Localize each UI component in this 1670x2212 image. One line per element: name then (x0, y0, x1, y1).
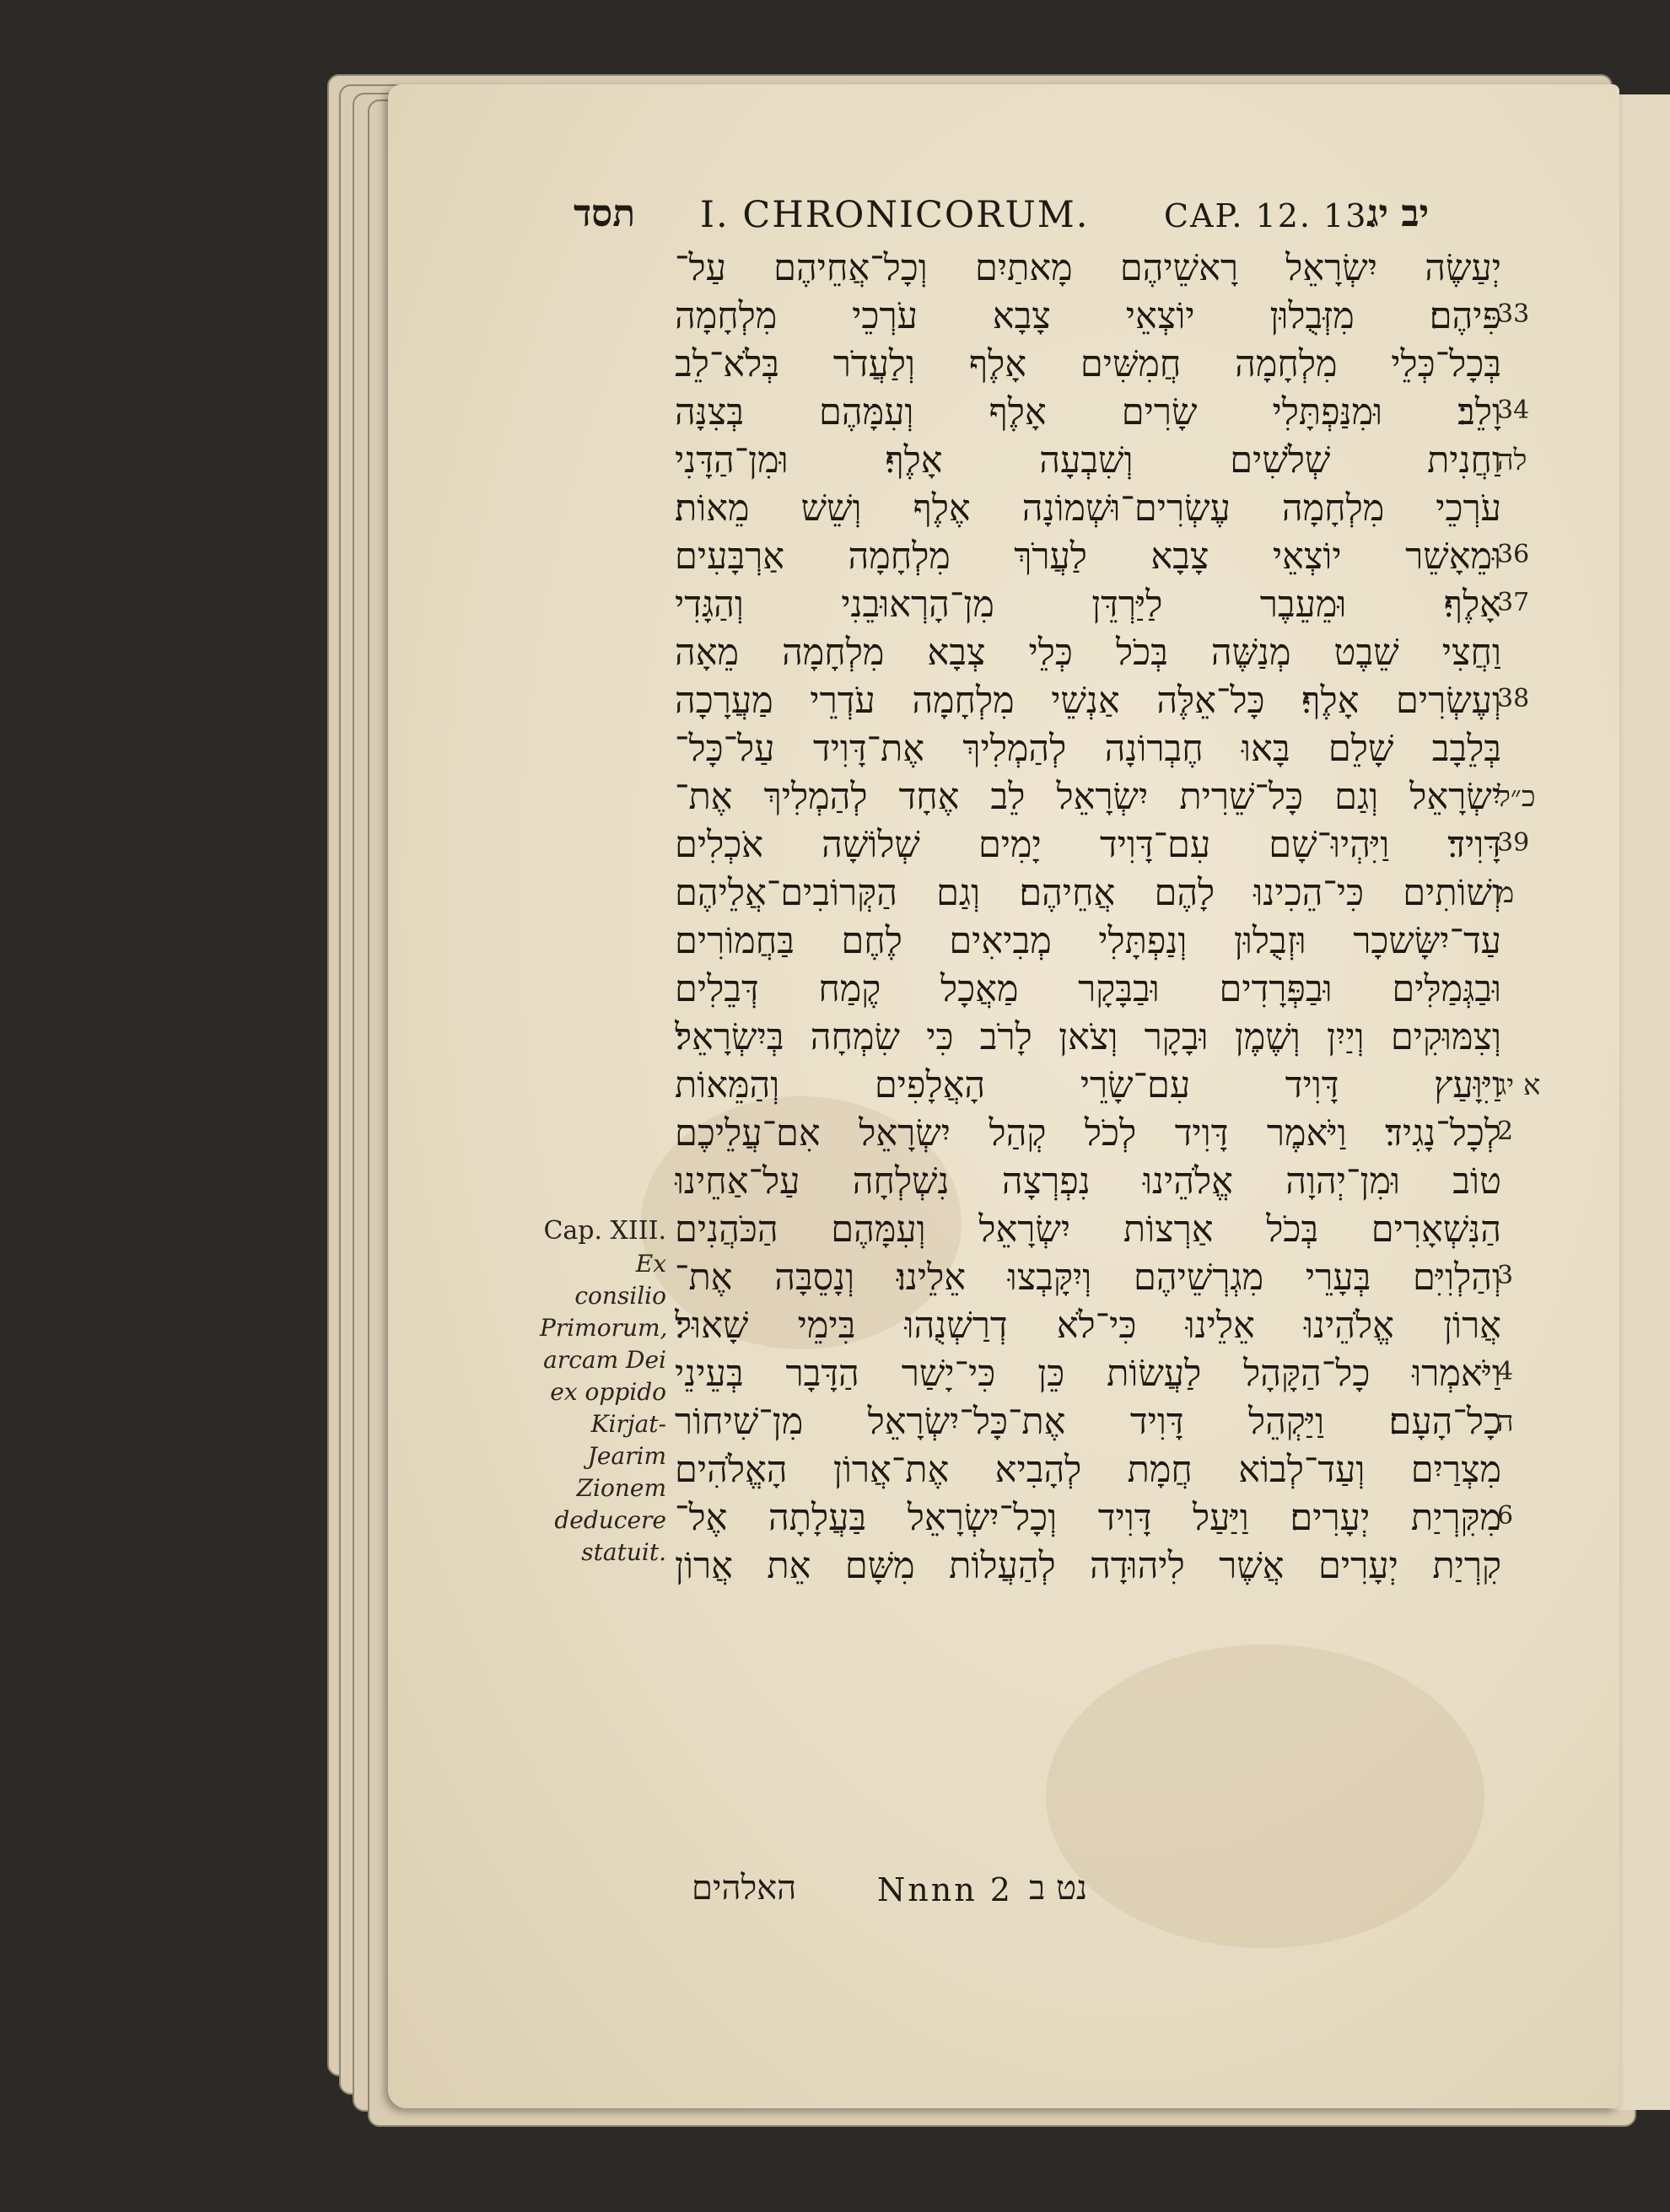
chapter-reference: CAP. 12. 13. (1164, 197, 1380, 234)
text-line: יְעַשֶׂה יִשְׂרָאֵל רָאשֵׁיהֶם מָאתַיִם וְכָל־אֲחֵיהֶם עַל־ (675, 247, 1501, 289)
text-line: וּבַגְּמַלִּים וּבַפְּרָדִים וּבַבָּקָר מַאֲכָל קֶמַח דְּבֵלִים (675, 968, 1501, 1010)
text-line: וַחֲנִית שְׁלֹשִׁים וְשִׁבְעָה אָלֶף׃ וּמִן־הַדָּנִי (675, 439, 1501, 482)
text-line: אֲרוֹן אֱלֹהֵינוּ אֵלֵינוּ כִּי־לֹא דְרַשְׁנֻהוּ בִּימֵי שָׁאוּל׃ (675, 1305, 1501, 1347)
text-line: וְשׁוֹתִים כִּי־הֵכִינוּ לָהֶם אֲחֵיהֶם׃ וְגַם הַקְּרוֹבִים־אֲלֵיהֶם (675, 872, 1501, 914)
verse-number: מ (1497, 876, 1515, 910)
chapter-hebrew: יב יג (1366, 192, 1430, 235)
catchword: האלהים (692, 1869, 797, 1908)
verse-number: כ״ל (1497, 780, 1536, 814)
text-line: לְכָל־נָגִיד׃ וַיֹּאמֶר דָּוִיד לְכֹל קְהַל יִשְׂרָאֵל אִם־עֲלֵיכֶם (675, 1112, 1501, 1154)
text-line: פִּיהֶם׃ מִזְּבֻלוּן יוֹצְאֵי צָבָא עֹרְכֵי מִלְחָמָה (675, 295, 1501, 337)
signature-mark: Nnnn 2 (877, 1871, 1013, 1908)
text-line: דָּוִיד׃ וַיִּהְיוּ־שָׁם עִם־דָּוִיד יָמִים שְׁלוֹשָׁה אֹכְלִים (675, 824, 1501, 866)
text-line: וּמֵאָשֵׁר יוֹצְאֵי צָבָא לַעֲרֹךְ מִלְחָמָה אַרְבָּעִים (675, 536, 1501, 578)
summary-line: arcam Dei (543, 1346, 666, 1374)
text-line: אָלֶף׃ וּמֵעֵבֶר לַיַּרְדֵּן מִן־הָרְאוּבֵנִי וְהַגָּדִי (675, 584, 1501, 626)
text-line: בְּלֵבָב שָׁלֵם בָּאוּ חֶבְרוֹנָה לְהַמְלִיךְ אֶת־דָּוִיד עַל־כָּל־ (675, 728, 1501, 770)
verse-number: 33 (1497, 299, 1530, 329)
text-line: עַד־יִשָּׂשכָר וּזְבֻלוּן וְנַפְתָּלִי מְבִיאִים לֶחֶם בַּחֲמוֹרִים (675, 920, 1501, 962)
summary-line: Jearim (587, 1442, 666, 1470)
summary-line: Primorum, (540, 1314, 668, 1342)
text-line: וְצִמּוּקִים וְיַיִן וְשֶׁמֶן וּבָקָר וְצֹאן לָרֹב כִּי שִׂמְחָה בְּיִשְׂרָאֵל׃ (675, 1016, 1501, 1058)
verse-number: א יג (1497, 1068, 1541, 1102)
running-header (557, 192, 1518, 251)
verse-number: 37 (1497, 588, 1530, 617)
text-line: מִצְרַיִם וְעַד־לְבוֹא חֲמָת לְהָבִיא אֶת־אֲרוֹן הָאֱלֹהִים (675, 1449, 1501, 1491)
text-line: קִרְיַת יְעָרִים אֲשֶׁר לִיהוּדָה לְהַעֲלוֹת מִשָּׁם אֵת אֲרוֹן (675, 1545, 1501, 1587)
chapter-summary-title: Cap. XIII. (543, 1216, 666, 1246)
text-line: וְעֶשְׂרִים אָלֶף׃ כָּל־אֵלֶּה אַנְשֵׁי מִלְחָמָה עֹדְרֵי מַעֲרָכָה (675, 680, 1501, 722)
text-line: וַחֲצִי שֵׁבֶט מְנַשֶּׁה בְּכֹל כְּלֵי צְבָא מִלְחָמָה מֵאָה (675, 632, 1501, 674)
verse-number: ה (1497, 1405, 1514, 1439)
summary-line: Kirjat- (590, 1410, 666, 1438)
text-line: כָל־הָעָם׃ וַיַּקְהֵל דָּוִיד אֶת־כָּל־יִשְׂרָאֵל מִן־שִׁיחוֹר (675, 1401, 1501, 1443)
hebrew-signature: נט ב (1029, 1869, 1088, 1908)
summary-line: Ex consilio (574, 1250, 666, 1310)
folio-hebrew: תסד (574, 192, 636, 235)
verse-number: 2 (1497, 1117, 1514, 1146)
summary-line: statuit. (581, 1538, 666, 1566)
text-line: הַנִּשְׁאָרִים בְּכֹל אַרְצוֹת יִשְׂרָאֵל וְעִמָּהֶם הַכֹּהֲנִים (675, 1208, 1501, 1251)
verse-number: 39 (1497, 828, 1530, 858)
text-line: בְּכָל־כְּלֵי מִלְחָמָה חֲמִשִּׁים אָלֶף וְלַעֲדֹר בְּלֹא־לֵב (675, 343, 1501, 385)
text-line: יִשְׂרָאֵל וְגַם כָּל־שֵׁרִית יִשְׂרָאֵל לֵב אֶחָד לְהַמְלִיךְ אֶת־ (675, 776, 1501, 818)
text-line: וַיִּוָּעַץ דָּוִיד עִם־שָׂרֵי הָאֲלָפִים וְהַמֵּאוֹת (675, 1064, 1501, 1106)
summary-line: ex oppido (550, 1378, 666, 1406)
text-line: וָלֵב׃ וּמִנַּפְתָּלִי שָׂרִים אָלֶף וְעִמָּהֶם בְּצִנָּה (675, 391, 1501, 433)
text-line: וְהַלְוִיִּם בְּעָרֵי מִגְרְשֵׁיהֶם וְיִקָּבְצוּ אֵלֵינוּ׃ וְנָסֵבָּה אֶת־ (675, 1257, 1501, 1299)
summary-line: Zionem (576, 1474, 666, 1502)
verse-number: 38 (1497, 684, 1530, 713)
text-line: טוֹב וּמִן־יְהוָה אֱלֹהֵינוּ נִפְרְצָה נִשְׁלְחָה עַל־אַחֵינוּ (675, 1160, 1501, 1203)
verse-number: 3 (1497, 1261, 1514, 1290)
book-title: I. CHRONICORUM. (700, 194, 1090, 236)
summary-line: deducere (554, 1506, 666, 1534)
verse-number: 6 (1497, 1501, 1514, 1531)
text-line: מִקִּרְיַת יְעָרִים׃ וַיַּעַל דָּוִיד וְכָל־יִשְׂרָאֵל בַּעֲלָתָה אֶל־ (675, 1497, 1501, 1539)
hebrew-text-block (675, 245, 1501, 1590)
verse-number: 36 (1497, 540, 1530, 569)
verse-number: 34 (1497, 396, 1530, 425)
text-line: וַיֹּאמְרוּ כָל־הַקָּהָל לַעֲשׂוֹת כֵּן כִּי־יָשַׁר הַדָּבָר בְּעֵינֵי (675, 1353, 1501, 1395)
verse-number: לה (1497, 444, 1527, 477)
page-footer (692, 1868, 1451, 1919)
left-margin-summary (540, 1214, 666, 1569)
verse-number: 4 (1497, 1357, 1514, 1386)
text-line: עֹרְכֵי מִלְחָמָה עֶשְׂרִים־וּשְׁמוֹנָה אֶלֶף וְשֵׁשׁ מֵאוֹת׃ (675, 487, 1501, 530)
